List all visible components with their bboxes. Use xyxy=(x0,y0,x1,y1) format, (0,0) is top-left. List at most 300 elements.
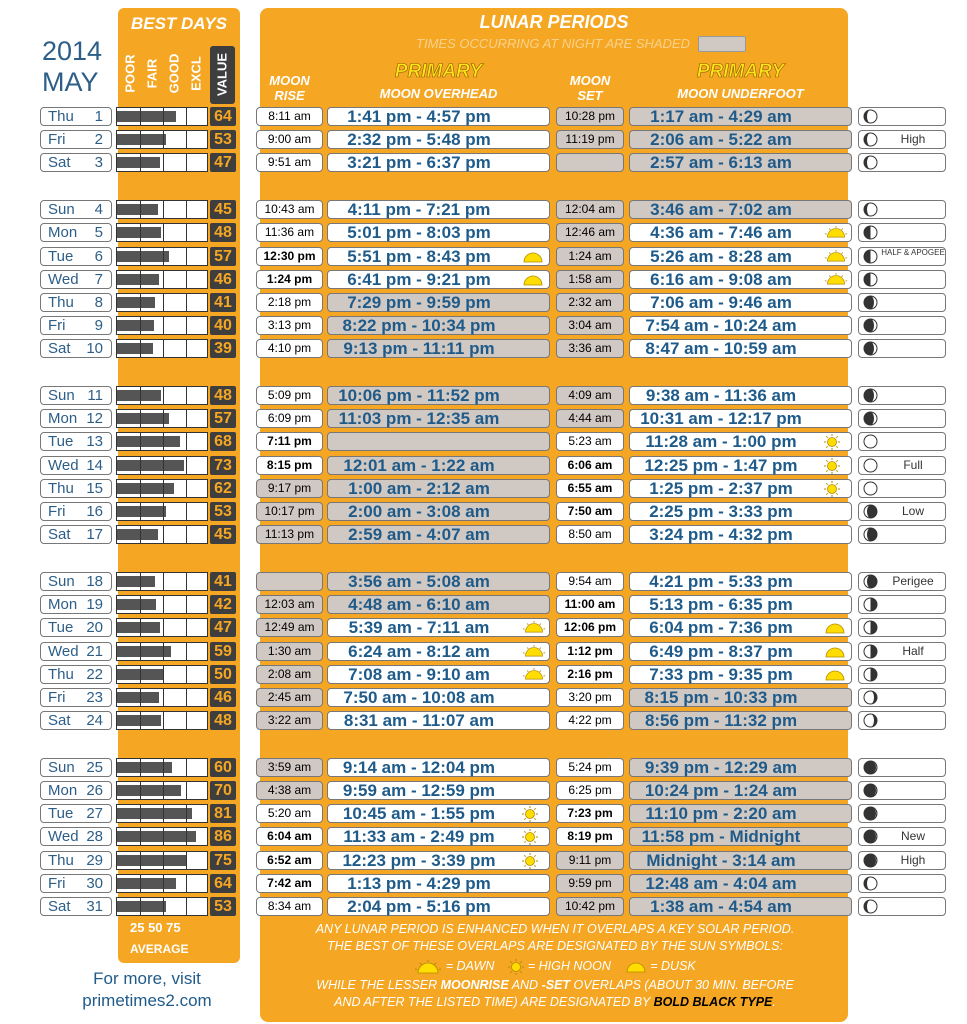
rating-bar-track xyxy=(116,386,208,405)
day-label: Wed 14 xyxy=(40,456,112,475)
value-badge: 41 xyxy=(210,572,236,591)
moon-phase-icon xyxy=(863,225,878,240)
moon-phase-cell xyxy=(858,479,946,498)
rating-bar-track xyxy=(116,595,208,614)
rating-bar-track xyxy=(116,409,208,428)
overhead-period: 7:29 pm - 9:59 pm xyxy=(327,293,550,312)
value-badge: 42 xyxy=(210,595,236,614)
day-label: Sun 11 xyxy=(40,386,112,405)
day-label: Mon 26 xyxy=(40,781,112,800)
moonrise-cell: 8:34 am xyxy=(256,897,323,916)
day-label: Sun 4 xyxy=(40,200,112,219)
value-badge: 47 xyxy=(210,153,236,172)
underfoot-period: 12:25 pm - 1:47 pm xyxy=(629,456,852,475)
overhead-period: 11:03 pm - 12:35 am xyxy=(327,409,550,428)
overhead-period: 8:31 am - 11:07 am xyxy=(327,711,550,730)
dawn-sun-icon xyxy=(824,272,846,287)
value-badge: 50 xyxy=(210,665,236,684)
day-label: Thu 8 xyxy=(40,293,112,312)
scale-label-poor: POOR xyxy=(122,54,138,93)
moonset-cell: 9:11 pm xyxy=(556,851,624,870)
value-badge: 45 xyxy=(210,200,236,219)
moon-phase-icon xyxy=(863,690,878,705)
underfoot-period: 10:31 am - 12:17 pm xyxy=(629,409,852,428)
rating-bar-track xyxy=(116,479,208,498)
moon-phase-icon xyxy=(863,458,878,473)
rating-bar xyxy=(117,274,159,285)
rating-bar-track xyxy=(116,432,208,451)
underfoot-period: 12:48 am - 4:04 am xyxy=(629,874,852,893)
moon-phase-cell xyxy=(858,409,946,428)
lunar-periods-title: LUNAR PERIODS xyxy=(479,12,629,32)
underfoot-period: 4:36 am - 7:46 am xyxy=(629,223,852,242)
day-label: Fri 9 xyxy=(40,316,112,335)
underfoot-period: 9:38 am - 11:36 am xyxy=(629,386,852,405)
visit-text xyxy=(52,968,242,1012)
value-badge: 73 xyxy=(210,456,236,475)
overhead-period: 5:51 pm - 8:43 pm xyxy=(327,247,550,266)
rating-bar-track xyxy=(116,293,208,312)
moon-phase-cell xyxy=(858,572,946,591)
underfoot-period: 11:10 pm - 2:20 am xyxy=(629,804,852,823)
rating-bar-track xyxy=(116,851,208,870)
moonrise-cell: 8:15 pm xyxy=(256,456,323,475)
moon-phase-icon xyxy=(863,109,878,124)
underfoot-period: 6:04 pm - 7:36 pm xyxy=(629,618,852,637)
note-line-1: ANY LUNAR PERIOD IS ENHANCED WHEN IT OVERLAPS A KEY SOLAR PERIOD. xyxy=(315,922,795,936)
moonset-cell: 1:12 pm xyxy=(556,642,624,661)
noon-sun-icon xyxy=(824,458,846,473)
day-label: Thu 15 xyxy=(40,479,112,498)
dawn-sun-icon xyxy=(522,667,544,682)
rating-bar xyxy=(117,785,181,796)
rating-bar xyxy=(117,390,161,401)
dawn-sun-icon xyxy=(522,644,544,659)
rating-bar-track xyxy=(116,247,208,266)
dawn-sun-icon xyxy=(824,225,846,240)
value-badge: 60 xyxy=(210,758,236,777)
underfoot-period: 3:24 pm - 4:32 pm xyxy=(629,525,852,544)
rating-bar xyxy=(117,320,154,331)
scale-label-excl: EXCL xyxy=(188,56,204,91)
rating-bar-track xyxy=(116,270,208,289)
moon-phase-cell xyxy=(858,525,946,544)
underfoot-label: MOON UNDERFOOT xyxy=(677,86,804,101)
dusk-sun-icon xyxy=(625,961,647,973)
moon-event: High xyxy=(900,853,926,867)
moon-phase-cell xyxy=(858,130,946,149)
moonrise-cell: 1:24 pm xyxy=(256,270,323,289)
moon-phase-cell xyxy=(858,456,946,475)
legend-dawn: = DAWN xyxy=(445,959,495,973)
year-label: 2014 xyxy=(42,36,103,66)
rating-bar xyxy=(117,529,158,540)
overhead-label: MOON OVERHEAD xyxy=(379,86,498,101)
moon-phase-cell xyxy=(858,688,946,707)
rating-bar-track xyxy=(116,874,208,893)
overhead-period: 1:00 am - 2:12 am xyxy=(327,479,550,498)
moon-phase-icon xyxy=(863,341,878,356)
moonset-cell: 12:46 am xyxy=(556,223,624,242)
day-label: Sat 24 xyxy=(40,711,112,730)
overhead-period: 7:50 am - 10:08 am xyxy=(327,688,550,707)
moon-phase-cell xyxy=(858,223,946,242)
overhead-period: 2:59 am - 4:07 am xyxy=(327,525,550,544)
legend-dusk: = DUSK xyxy=(650,959,696,973)
underfoot-period: 10:24 pm - 1:24 am xyxy=(629,781,852,800)
day-label: Sat 10 xyxy=(40,339,112,358)
rating-bar xyxy=(117,343,153,354)
day-label: Fri 30 xyxy=(40,874,112,893)
value-badge: 48 xyxy=(210,386,236,405)
moon-phase-icon xyxy=(863,272,878,287)
moonset-cell: 5:23 am xyxy=(556,432,624,451)
value-badge: 48 xyxy=(210,223,236,242)
underfoot-period: 6:49 pm - 8:37 pm xyxy=(629,642,852,661)
note-line-3: WHILE THE LESSER MOONRISE AND -SET OVERLAPS (ABOUT 30 MIN. BEFORE xyxy=(316,978,794,992)
day-label: Sun 18 xyxy=(40,572,112,591)
day-label: Sat 31 xyxy=(40,897,112,916)
rating-bar-track xyxy=(116,223,208,242)
rating-bar xyxy=(117,297,155,308)
moon-phase-cell xyxy=(858,758,946,777)
overhead-period: 5:01 pm - 8:03 pm xyxy=(327,223,550,242)
moon-phase-icon xyxy=(863,504,878,519)
rating-bar-track xyxy=(116,665,208,684)
underfoot-period: 6:16 am - 9:08 am xyxy=(629,270,852,289)
moon-phase-cell xyxy=(858,595,946,614)
dusk-sun-icon xyxy=(522,272,544,287)
moon-phase-cell xyxy=(858,804,946,823)
underfoot-period: 1:25 pm - 2:37 pm xyxy=(629,479,852,498)
underfoot-period: 8:56 pm - 11:32 pm xyxy=(629,711,852,730)
overhead-period: 2:32 pm - 5:48 pm xyxy=(327,130,550,149)
moonrise-cell: 2:18 pm xyxy=(256,293,323,312)
noon-sun-icon xyxy=(522,806,544,821)
best-days-title: BEST DAYS xyxy=(130,14,228,33)
moonset-cell: 8:50 am xyxy=(556,525,624,544)
rating-bar-track xyxy=(116,200,208,219)
moon-phase-icon xyxy=(863,481,878,496)
overhead-period: 9:13 pm - 11:11 pm xyxy=(327,339,550,358)
value-badge: 64 xyxy=(210,107,236,126)
moonset-cell: 12:04 am xyxy=(556,200,624,219)
day-label: Tue 13 xyxy=(40,432,112,451)
rating-bar xyxy=(117,483,174,494)
value-badge: 86 xyxy=(210,827,236,846)
moon-phase-icon xyxy=(863,249,878,264)
note-line-4: AND AFTER THE LISTED TIME) ARE DESIGNATED BY BOLD BLACK TYPE. xyxy=(334,995,776,1009)
visit-url[interactable]: primetimes2.com xyxy=(82,991,212,1010)
day-label: Mon 19 xyxy=(40,595,112,614)
moonset-cell: 8:19 pm xyxy=(556,827,624,846)
rating-bar xyxy=(117,901,166,912)
moonrise-header: MOON RISE xyxy=(269,73,310,103)
rating-bar-track xyxy=(116,758,208,777)
moonset-cell: 6:55 am xyxy=(556,479,624,498)
underfoot-period: 2:06 am - 5:22 am xyxy=(629,130,852,149)
dusk-sun-icon xyxy=(824,667,846,682)
overhead-period xyxy=(327,432,550,451)
average-ticks: 25 50 75 xyxy=(130,920,181,935)
day-label: Thu 22 xyxy=(40,665,112,684)
moonset-cell: 3:20 pm xyxy=(556,688,624,707)
moonrise-cell: 12:49 am xyxy=(256,618,323,637)
day-label: Wed 7 xyxy=(40,270,112,289)
underfoot-period: 7:06 am - 9:46 am xyxy=(629,293,852,312)
moon-phase-cell xyxy=(858,827,946,846)
moon-phase-cell xyxy=(858,897,946,916)
value-badge: 62 xyxy=(210,479,236,498)
moon-phase-cell xyxy=(858,339,946,358)
month-label: MAY xyxy=(42,67,99,97)
moonset-cell xyxy=(556,153,624,172)
moonset-cell: 2:32 am xyxy=(556,293,624,312)
moon-event: New xyxy=(900,829,925,843)
moon-phase-cell xyxy=(858,618,946,637)
underfoot-period: 3:46 am - 7:02 am xyxy=(629,200,852,219)
rating-bar-track xyxy=(116,804,208,823)
moon-phase-cell xyxy=(858,432,946,451)
moon-phase-cell xyxy=(858,851,946,870)
moonrise-cell: 12:30 pm xyxy=(256,247,323,266)
moonrise-cell: 11:36 am xyxy=(256,223,323,242)
moon-phase-cell xyxy=(858,874,946,893)
dawn-sun-icon xyxy=(414,960,442,974)
rating-bar xyxy=(117,855,186,866)
underfoot-period: 8:47 am - 10:59 am xyxy=(629,339,852,358)
rating-bar xyxy=(117,251,169,262)
value-badge: 53 xyxy=(210,897,236,916)
moonset-cell: 7:50 am xyxy=(556,502,624,521)
moonrise-cell: 2:08 am xyxy=(256,665,323,684)
dusk-sun-icon xyxy=(824,644,846,659)
moonrise-cell: 1:30 am xyxy=(256,642,323,661)
value-badge: 64 xyxy=(210,874,236,893)
rating-bar xyxy=(117,111,176,122)
value-header: VALUE xyxy=(210,46,235,104)
overhead-period: 4:48 am - 6:10 am xyxy=(327,595,550,614)
dusk-sun-icon xyxy=(522,249,544,264)
rating-bar xyxy=(117,692,159,703)
overhead-period: 2:00 am - 3:08 am xyxy=(327,502,550,521)
legend-noon: = HIGH NOON xyxy=(527,959,611,973)
underfoot-period: 7:54 am - 10:24 am xyxy=(629,316,852,335)
moonrise-cell: 4:38 am xyxy=(256,781,323,800)
overhead-period: 11:33 am - 2:49 pm xyxy=(327,827,550,846)
value-badge: 53 xyxy=(210,130,236,149)
overhead-period: 10:06 pm - 11:52 pm xyxy=(327,386,550,405)
moon-phase-cell xyxy=(858,247,946,266)
value-badge: 81 xyxy=(210,804,236,823)
underfoot-period: 4:21 pm - 5:33 pm xyxy=(629,572,852,591)
moonrise-cell xyxy=(256,572,323,591)
moonrise-cell: 9:17 pm xyxy=(256,479,323,498)
overhead-period: 3:56 am - 5:08 am xyxy=(327,572,550,591)
moonset-cell: 3:36 am xyxy=(556,339,624,358)
dawn-sun-icon xyxy=(522,620,544,635)
day-label: Fri 2 xyxy=(40,130,112,149)
rating-bar-track xyxy=(116,618,208,637)
moon-phase-icon xyxy=(863,806,878,821)
day-label: Sun 25 xyxy=(40,758,112,777)
moonset-cell: 9:59 pm xyxy=(556,874,624,893)
value-badge: 40 xyxy=(210,316,236,335)
overhead-period: 7:08 am - 9:10 am xyxy=(327,665,550,684)
moon-phase-icon xyxy=(863,853,878,868)
value-badge: 47 xyxy=(210,618,236,637)
day-label: Mon 12 xyxy=(40,409,112,428)
value-badge: 57 xyxy=(210,247,236,266)
moonset-cell: 4:22 pm xyxy=(556,711,624,730)
dusk-sun-icon xyxy=(824,620,846,635)
moon-event: Perigee xyxy=(892,574,934,588)
moonset-cell: 10:28 pm xyxy=(556,107,624,126)
moonrise-cell: 5:09 pm xyxy=(256,386,323,405)
moonrise-cell: 8:11 am xyxy=(256,107,323,126)
rating-bar xyxy=(117,436,180,447)
moonset-cell: 7:23 pm xyxy=(556,804,624,823)
value-badge: 59 xyxy=(210,642,236,661)
overhead-period: 3:21 pm - 6:37 pm xyxy=(327,153,550,172)
underfoot-period: 11:28 am - 1:00 pm xyxy=(629,432,852,451)
underfoot-primary-label: PRIMARY xyxy=(696,61,785,82)
moon-phase-cell xyxy=(858,665,946,684)
underfoot-period: 1:38 am - 4:54 am xyxy=(629,897,852,916)
moon-phase-cell xyxy=(858,153,946,172)
moonrise-cell: 6:04 am xyxy=(256,827,323,846)
moon-event: Half xyxy=(902,644,924,658)
value-badge: 39 xyxy=(210,339,236,358)
day-label: Tue 27 xyxy=(40,804,112,823)
overhead-period: 1:41 pm - 4:57 pm xyxy=(327,107,550,126)
value-badge: 46 xyxy=(210,270,236,289)
moonrise-cell: 10:43 am xyxy=(256,200,323,219)
overhead-period: 12:23 pm - 3:39 pm xyxy=(327,851,550,870)
moon-phase-icon xyxy=(863,527,878,542)
moon-phase-icon xyxy=(863,620,878,635)
value-badge: 70 xyxy=(210,781,236,800)
overhead-primary-label: PRIMARY xyxy=(394,61,483,82)
moon-phase-icon xyxy=(863,644,878,659)
moon-event: High xyxy=(900,132,926,146)
moon-phase-icon xyxy=(863,783,878,798)
value-badge: 46 xyxy=(210,688,236,707)
rating-bar xyxy=(117,460,184,471)
rating-bar-track xyxy=(116,502,208,521)
day-label: Thu 1 xyxy=(40,107,112,126)
value-badge: 53 xyxy=(210,502,236,521)
rating-bar-track xyxy=(116,827,208,846)
moonrise-cell: 11:13 pm xyxy=(256,525,323,544)
rating-bar xyxy=(117,622,160,633)
moon-phase-icon xyxy=(863,295,878,310)
day-label: Thu 29 xyxy=(40,851,112,870)
lunar-periods-subtitle: TIMES OCCURRING AT NIGHT ARE SHADED xyxy=(416,36,690,51)
moon-phase-icon xyxy=(863,597,878,612)
moon-phase-cell xyxy=(858,711,946,730)
day-label: Mon 5 xyxy=(40,223,112,242)
moonset-cell: 3:04 am xyxy=(556,316,624,335)
moon-event: Low xyxy=(901,504,924,518)
day-label: Fri 16 xyxy=(40,502,112,521)
moon-phase-icon xyxy=(863,155,878,170)
moonset-cell: 9:54 am xyxy=(556,572,624,591)
moon-phase-icon xyxy=(863,760,878,775)
moon-phase-icon xyxy=(863,829,878,844)
rating-bar xyxy=(117,715,161,726)
moonrise-cell: 3:59 am xyxy=(256,758,323,777)
moon-phase-icon xyxy=(863,899,878,914)
moonset-cell: 10:42 pm xyxy=(556,897,624,916)
day-label: Sat 17 xyxy=(40,525,112,544)
underfoot-period: 5:13 pm - 6:35 pm xyxy=(629,595,852,614)
rating-bar-track xyxy=(116,781,208,800)
rating-bar-track xyxy=(116,456,208,475)
moon-phase-cell xyxy=(858,107,946,126)
rating-bar xyxy=(117,576,155,587)
moonset-cell: 1:58 am xyxy=(556,270,624,289)
rating-bar xyxy=(117,157,160,168)
moonrise-cell: 7:42 am xyxy=(256,874,323,893)
moon-phase-icon xyxy=(863,574,878,589)
visit-line: For more, visit xyxy=(93,969,201,988)
overhead-period: 6:41 pm - 9:21 pm xyxy=(327,270,550,289)
rating-bar-track xyxy=(116,339,208,358)
moon-phase-cell xyxy=(858,270,946,289)
rating-bar-track xyxy=(116,316,208,335)
value-badge: 45 xyxy=(210,525,236,544)
moonset-header: MOON SET xyxy=(569,73,611,103)
rating-bar xyxy=(117,506,166,517)
moonrise-cell: 12:03 am xyxy=(256,595,323,614)
moon-phase-icon xyxy=(863,202,878,217)
moonrise-cell: 7:11 pm xyxy=(256,432,323,451)
moonrise-cell: 10:17 pm xyxy=(256,502,323,521)
overhead-period: 9:14 am - 12:04 pm xyxy=(327,758,550,777)
rating-bar xyxy=(117,878,176,889)
noon-sun-icon xyxy=(522,829,544,844)
moon-phase-icon xyxy=(863,434,878,449)
underfoot-period: Midnight - 3:14 am xyxy=(629,851,852,870)
scale-label-good: GOOD xyxy=(166,53,182,94)
moon-phase-cell xyxy=(858,642,946,661)
moonset-cell: 5:24 pm xyxy=(556,758,624,777)
overhead-period: 12:01 am - 1:22 am xyxy=(327,456,550,475)
rating-bar xyxy=(117,831,196,842)
rating-bar-track xyxy=(116,711,208,730)
underfoot-period: 2:57 am - 6:13 am xyxy=(629,153,852,172)
moon-phase-cell xyxy=(858,200,946,219)
underfoot-period: 8:15 pm - 10:33 pm xyxy=(629,688,852,707)
noon-sun-icon xyxy=(824,434,846,449)
moon-phase-icon xyxy=(863,132,878,147)
rating-bar-track xyxy=(116,153,208,172)
moon-phase-cell xyxy=(858,316,946,335)
note-line-2: THE BEST OF THESE OVERLAPS ARE DESIGNATED BY THE SUN SYMBOLS: xyxy=(327,939,783,953)
moonset-cell: 6:25 pm xyxy=(556,781,624,800)
moonset-cell: 1:24 am xyxy=(556,247,624,266)
rating-bar-track xyxy=(116,525,208,544)
overhead-period: 9:59 am - 12:59 pm xyxy=(327,781,550,800)
underfoot-period: 11:58 pm - Midnight xyxy=(629,827,852,846)
rating-bar-track xyxy=(116,130,208,149)
moon-phase-cell xyxy=(858,502,946,521)
moon-phase-cell xyxy=(858,781,946,800)
moonrise-cell: 4:10 pm xyxy=(256,339,323,358)
rating-bar-track xyxy=(116,688,208,707)
day-label: Fri 23 xyxy=(40,688,112,707)
